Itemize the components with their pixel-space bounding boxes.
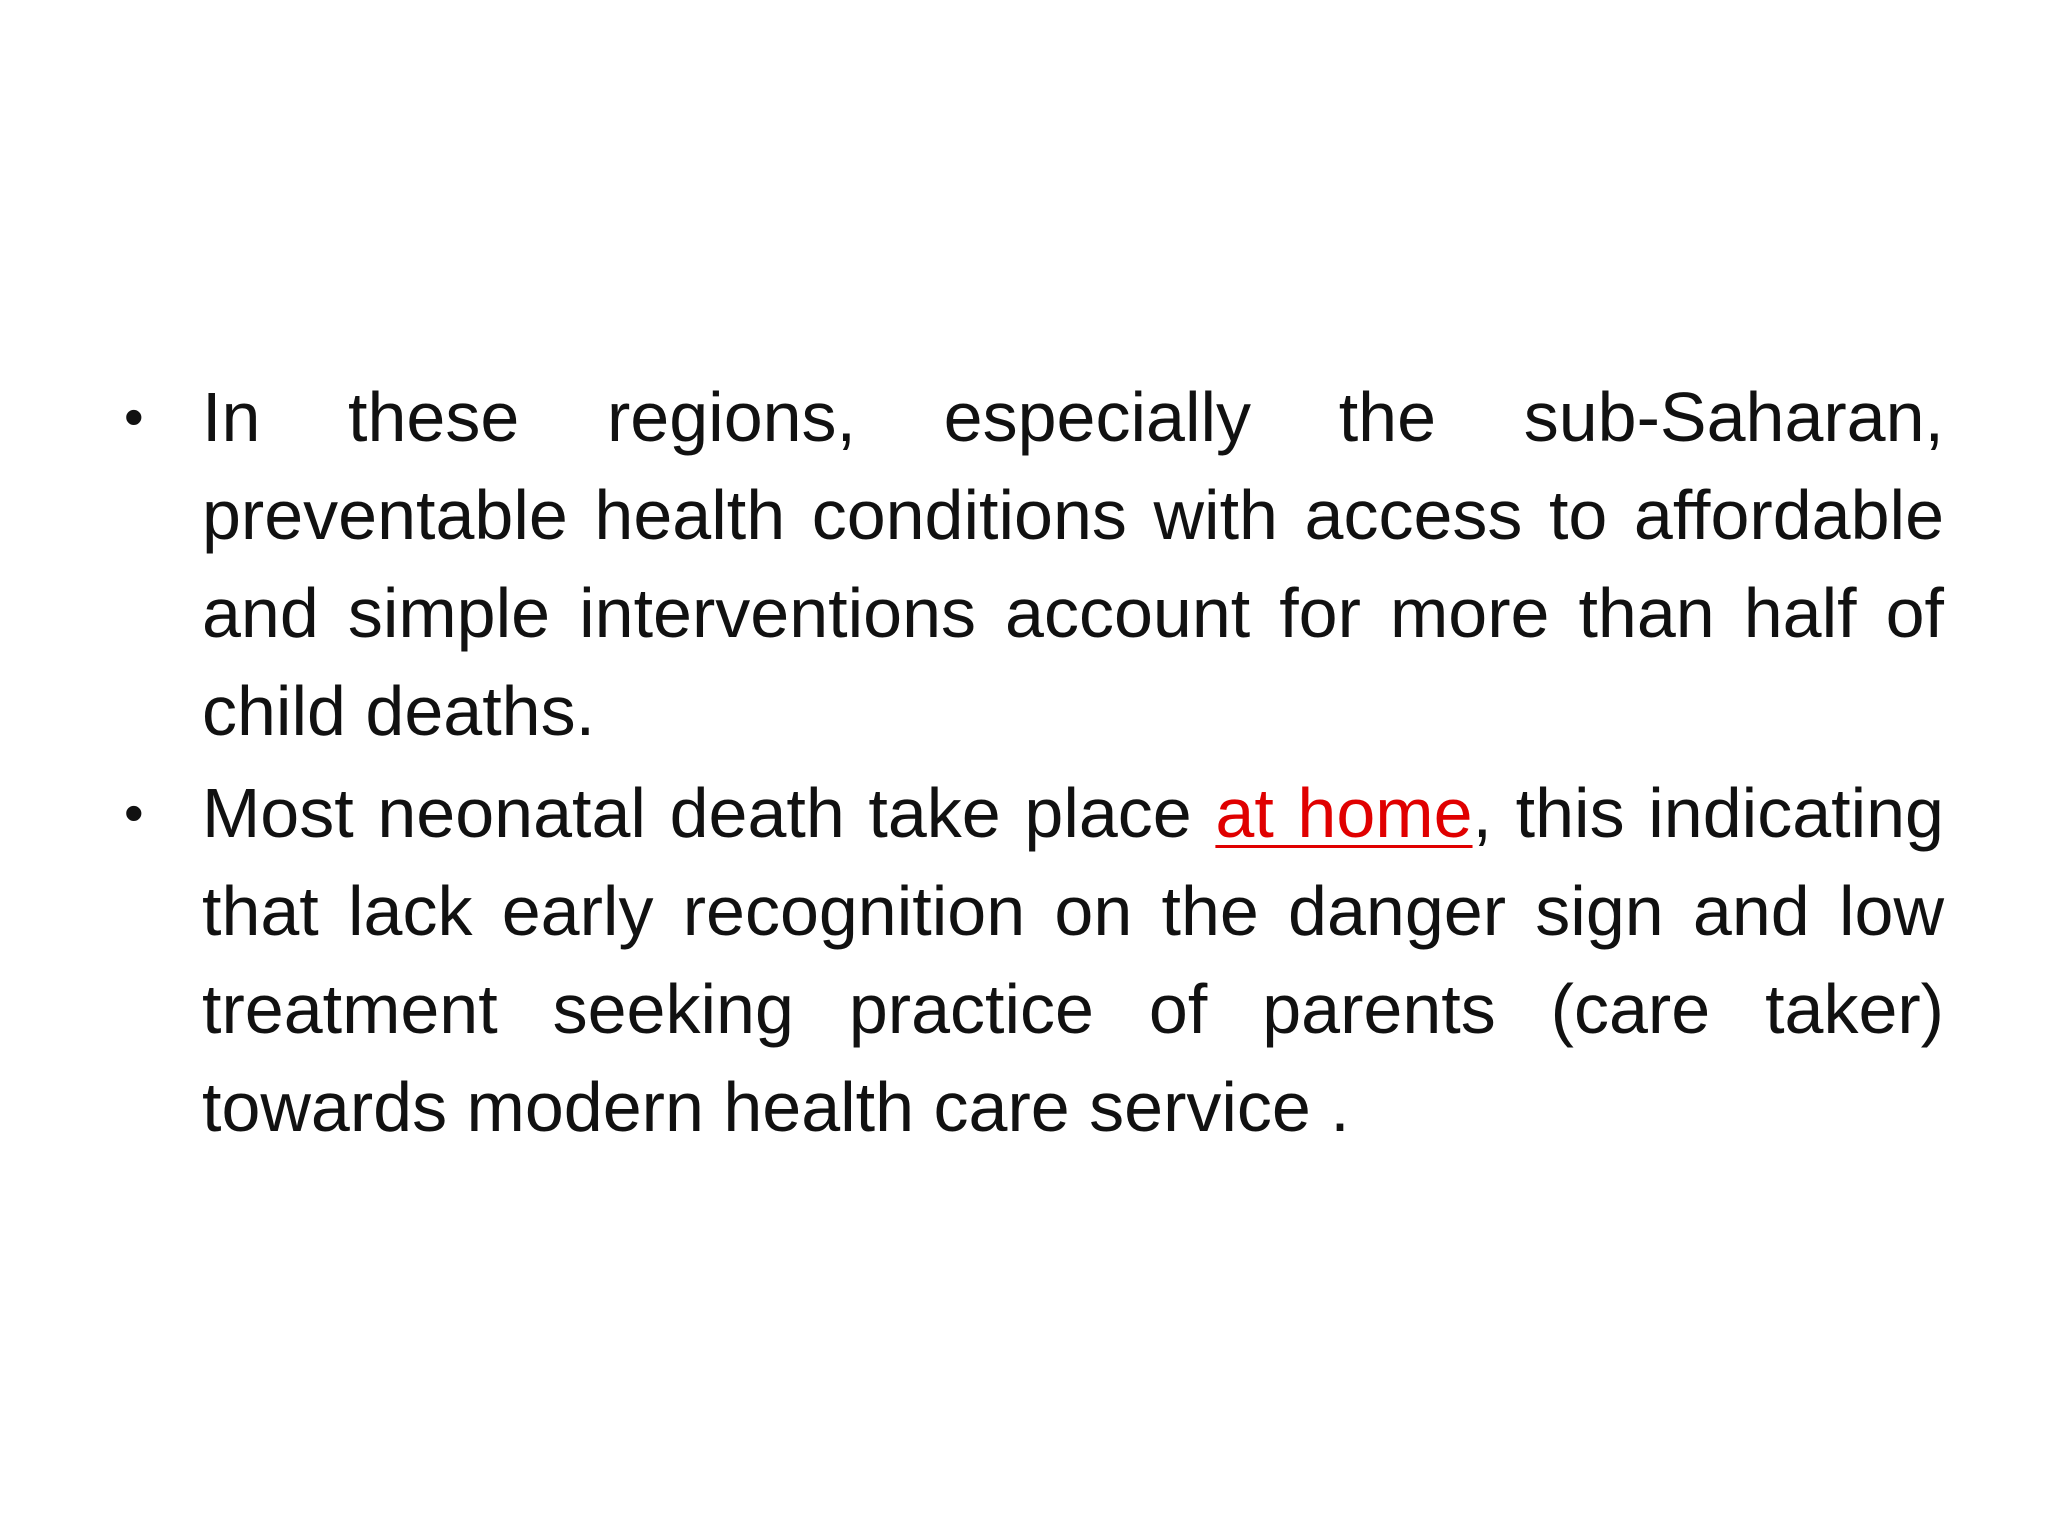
bullet-text-2-after: , this indicating that lack early recognition on the danger sign and low treatment seeking practice of parents (care taker) towards modern health care service . — [202, 774, 1944, 1146]
bullet-text-1: In these regions, especially the sub-Saharan, preventable health conditions with access to affordable and simple interventions account for more than half of child deaths. — [202, 378, 1944, 750]
highlight-at-home: at home — [1215, 774, 1473, 852]
bullet-text-2 — [202, 764, 1944, 1156]
bullet-dot-icon: • — [124, 385, 144, 448]
bullet-item-2 — [120, 764, 1944, 1156]
bullet-dot-icon: • — [124, 781, 144, 844]
bullet-list — [120, 368, 1944, 1160]
bullet-item-1 — [120, 368, 1944, 760]
bullet-text-2-before: Most neonatal death take place — [202, 774, 1216, 852]
